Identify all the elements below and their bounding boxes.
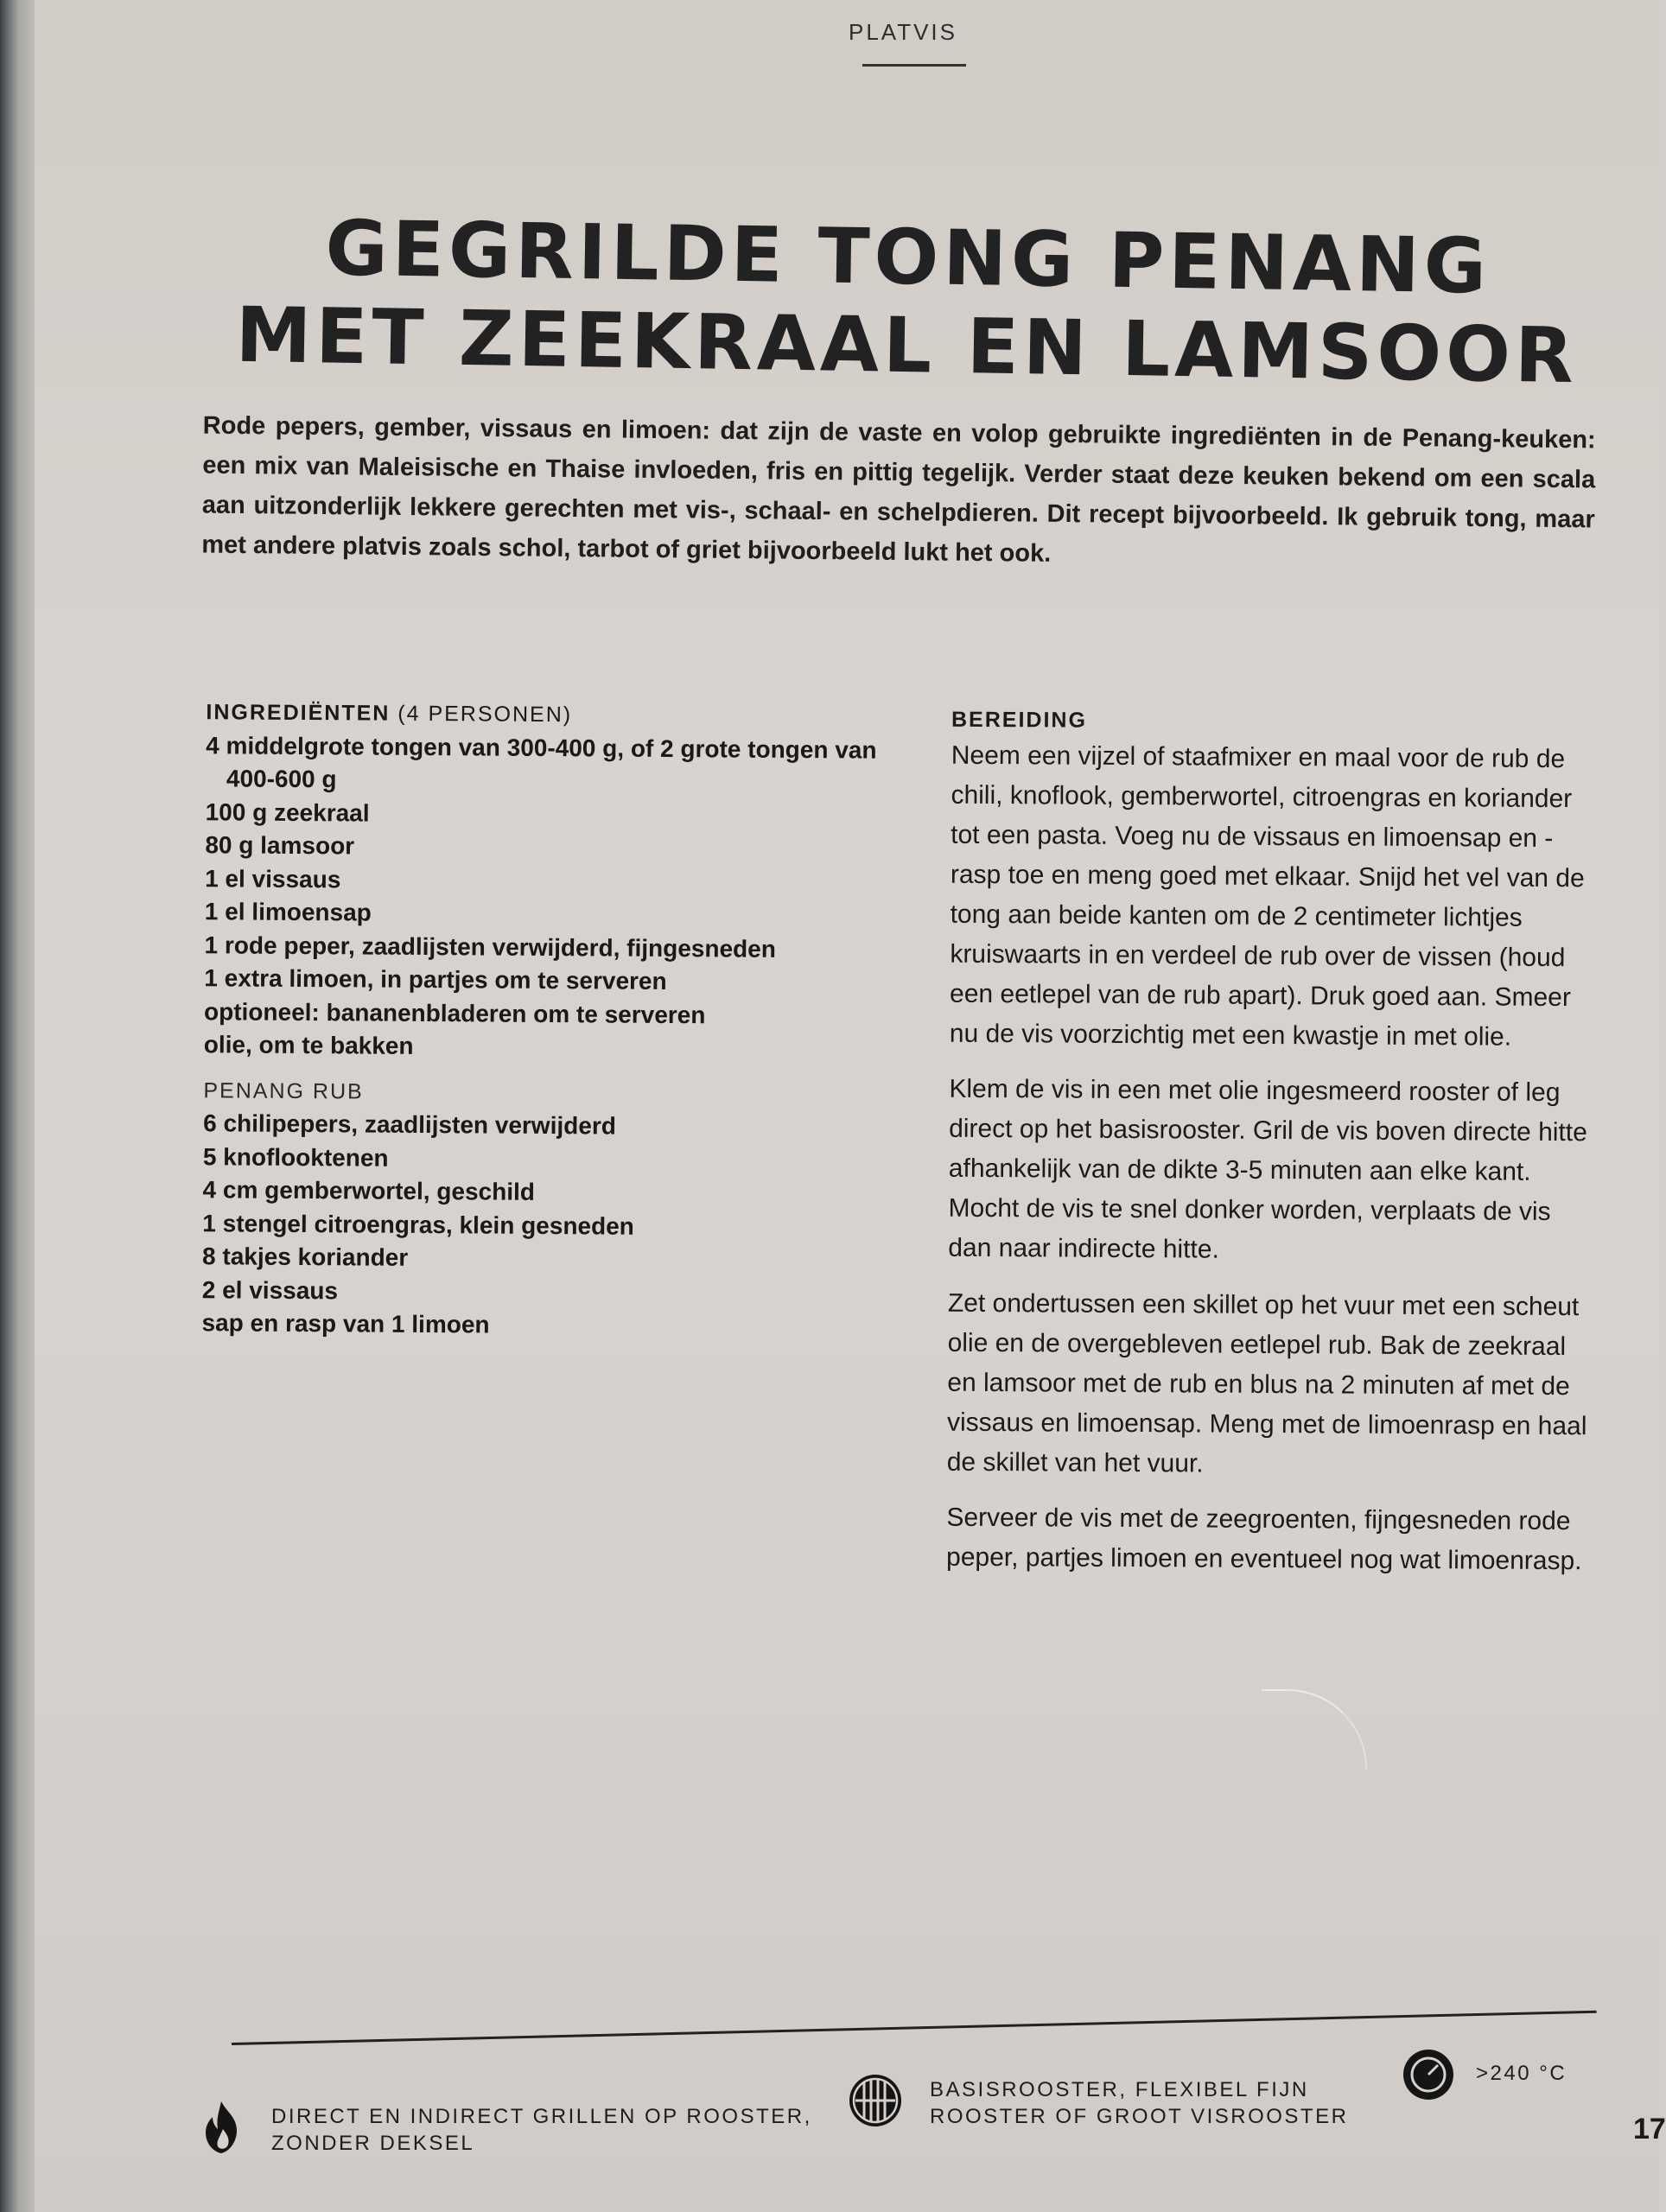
footer-grill-method (197, 2100, 812, 2159)
paper-scratch-mark (1262, 1689, 1367, 1769)
ingredient-item: 1 el vissaus (205, 864, 341, 893)
grate-line-2: ROOSTER OF GROOT VISROOSTER (930, 2104, 1349, 2128)
footer-temperature (1402, 2048, 1567, 2106)
page-number: 17 (1633, 2113, 1666, 2145)
grill-method-line-1: DIRECT EN INDIRECT GRILLEN OP ROOSTER, (271, 2104, 812, 2128)
title-line-2: MET ZEEKRAAL EN LAMSOOR (234, 289, 1579, 401)
footer-divider (232, 2011, 1597, 2045)
preparation-heading: BEREIDING (951, 707, 1088, 733)
ingredients-heading (206, 696, 897, 734)
ingredient-list (204, 729, 898, 1067)
ingredient-item: 1 el limoensap (204, 898, 372, 926)
preparation-step: Klem de vis in een met olie ingesmeerd rooster of leg direct op het basisrooster. Gril de vis boven directe hitte afhankelijk van de dikte 3-5 minuten aan elke kant. Mocht de vis te snel donker worden, verplaats de vis dan naar indirecte hitte. (948, 1074, 1587, 1264)
rub-ingredient-item: sap en rasp van 1 limoen (201, 1309, 490, 1338)
ingredient-item: 1 rode peper, zaadlijsten verwijderd, fijngesneden (204, 931, 777, 963)
grate-text (930, 2076, 1348, 2130)
section-underline (862, 64, 966, 67)
grill-method-text (271, 2103, 812, 2157)
thermometer-gauge-icon (1402, 2048, 1455, 2106)
rub-ingredient-item: 6 chilipepers, zaadlijsten verwijderd (203, 1109, 617, 1140)
preparation-step: Neem een vijzel of staafmixer en maal voor de rub de chili, knoflook, gemberwortel, citroengras en koriander tot een pasta. Voeg nu de vissaus en limoensap en -rasp toe en meng goed met elkaar. Snijd het vel van de tong aan beide kanten om de 2 centimeter lichtjes kruiswaarts in en verdeel de rub over de vissen (houd een eetlepel van de rub apart). Druk goed aan. Smeer nu de vis voorzichtig met een kwastje in met olie. (949, 741, 1585, 1052)
preparation-step: Zet ondertussen een skillet op het vuur met een scheut olie en de overgebleven eetlepel rub. Bak de zeekraal en lamsoor met de rub en blus na 2 minuten af met de vissaus en limoensap. Meng met de limoenrasp en haal de skillet van het vuur. (946, 1288, 1587, 1478)
section-label: PLATVIS (848, 19, 957, 45)
intro-paragraph: Rode pepers, gember, vissaus en limoen: dat zijn de vaste en volop gebruikte ingrediënten in de Penang-keuken: een mix van Maleisische en Thaise invloeden, fris en pittig tegelijk. Verder staat deze keuken bekend om een scala aan uitzonderlijk lekkere gerechten met vis-, schaal- en schelpdieren. Dit recept bijvoorbeeld. Ik gebruik tong, maar met andere platvis zoals schol, tarbot of griet bijvoorbeeld lukt het ook. (201, 411, 1596, 568)
flame-icon (197, 2100, 245, 2159)
ingredient-item: 80 g lamsoor (205, 831, 355, 860)
ingredient-item: optioneel: bananenbladeren om te serveren (203, 997, 706, 1028)
footer-grate (847, 2072, 1348, 2133)
preparation-step: Serveer de vis met de zeegroenten, fijngesneden rode peper, partjes limoen en eventueel nog wat limoenrasp. (946, 1503, 1582, 1576)
rub-ingredient-item: 8 takjes koriander (201, 1243, 409, 1271)
rub-ingredient-item: 1 stengel citroengras, klein gesneden (202, 1209, 634, 1240)
rub-heading: PENANG RUB (203, 1077, 364, 1103)
grill-method-line-2: ZONDER DEKSEL (271, 2131, 475, 2155)
grill-grate-icon (847, 2072, 904, 2133)
servings-label: (4 PERSONEN) (397, 701, 573, 728)
ingredient-item: 1 extra limoen, in partjes om te serveren (204, 964, 667, 995)
title-line-1: GEGRILDE TONG PENANG (324, 203, 1491, 311)
rub-ingredient-list (201, 1107, 894, 1344)
rub-ingredient-item: 5 knoflooktenen (202, 1142, 389, 1172)
ingredient-item: 100 g zeekraal (205, 798, 370, 827)
recipe-footer (0, 2048, 1625, 2212)
recipe-page (35, 0, 1659, 2212)
recipe-title (172, 202, 1644, 402)
rub-ingredient-item: 4 cm gemberwortel, geschild (202, 1176, 536, 1205)
rub-ingredient-item: 2 el vissaus (201, 1275, 339, 1304)
preparation-column (946, 703, 1601, 1598)
temperature-value: >240 °C (1476, 2062, 1567, 2085)
ingredients-column (201, 696, 897, 1344)
ingredient-item: olie, om te bakken (203, 1031, 414, 1059)
grate-line-1: BASISROOSTER, FLEXIBEL FIJN (930, 2077, 1309, 2101)
ingredients-heading-label: INGREDIËNTEN (206, 700, 391, 726)
ingredient-item: 4 middelgrote tongen van 300-400 g, of 2 grote tongen van 400-600 g (206, 731, 877, 793)
